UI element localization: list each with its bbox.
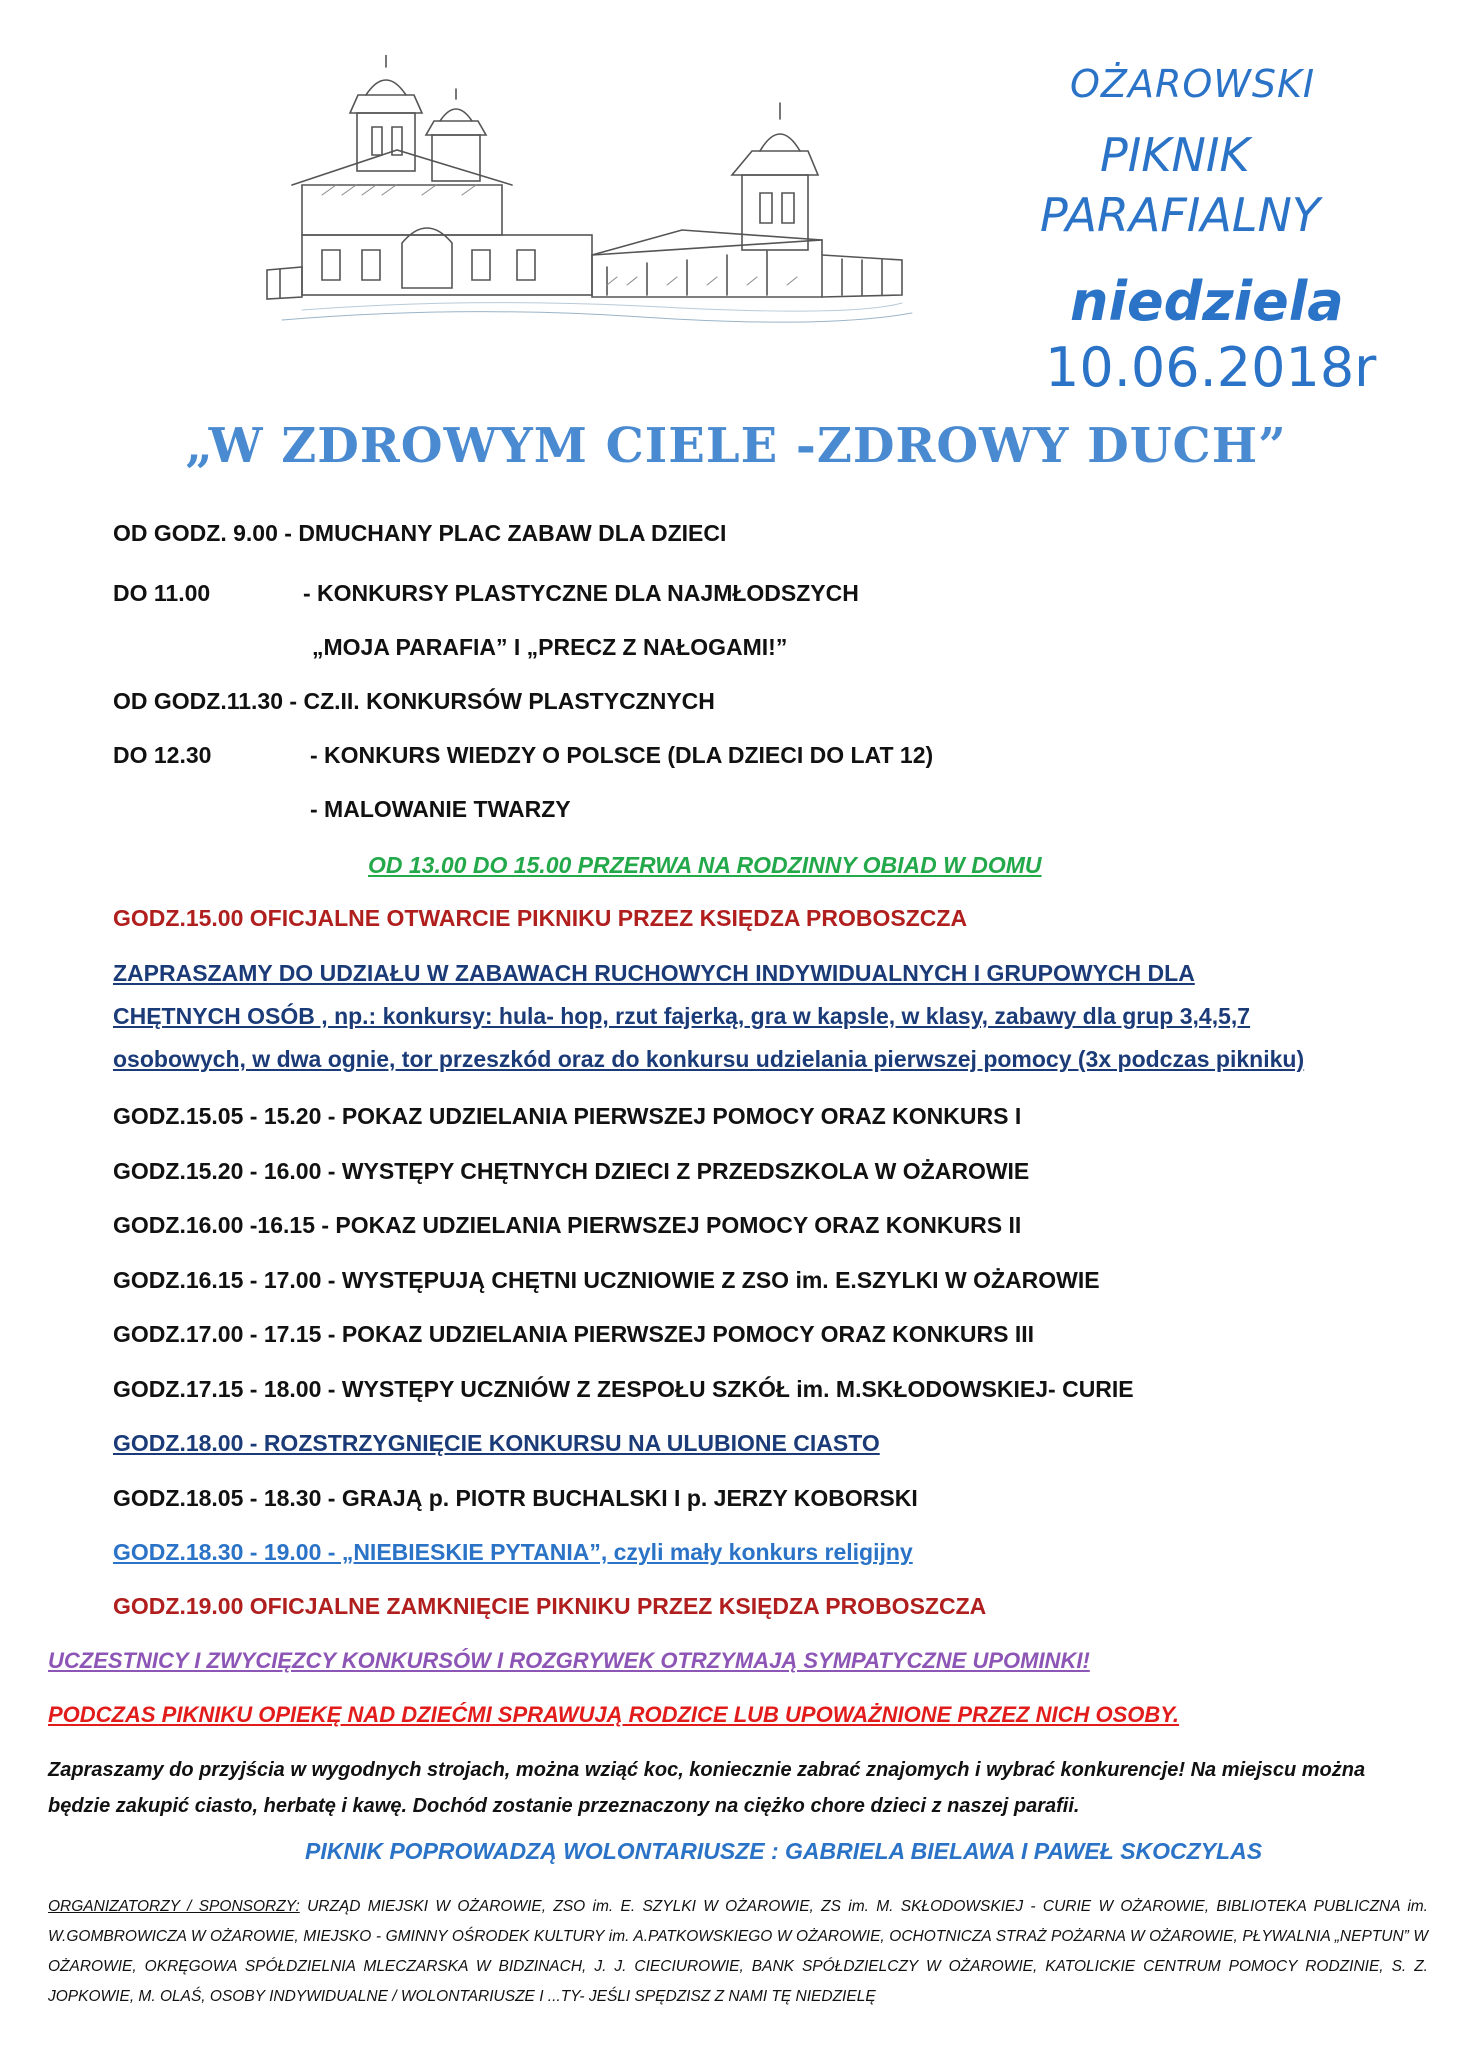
schedule-time: OD GODZ. 9.00 bbox=[113, 520, 278, 546]
invite-line-2: CHĘTNYCH OSÓB , np.: konkursy: hula- hop, rzut fajerką, gra w kapsle, w klasy, zabawy dla grup 3,4,5,7 bbox=[113, 1003, 1251, 1029]
header-town: OŻAROWSKI bbox=[1070, 62, 1316, 106]
header-parafialny: PARAFIALNY bbox=[1040, 188, 1320, 242]
afternoon-row-2: GODZ.15.20 - 16.00 - WYSTĘPY CHĘTNYCH DZIECI Z PRZEDSZKOLA W OŻAROWIE bbox=[113, 1158, 1030, 1184]
closing-ceremony: GODZ.19.00 OFICJALNE ZAMKNIĘCIE PIKNIKU PRZEZ KSIĘDZA PROBOSZCZA bbox=[113, 1593, 987, 1619]
header-day: niedziela bbox=[1070, 270, 1344, 333]
schedule-row-1 bbox=[113, 520, 726, 547]
schedule-desc: - DMUCHANY PLAC ZABAW DLA DZIECI bbox=[284, 520, 727, 546]
prizes-note: UCZESTNICY I ZWYCIĘZCY KONKURSÓW I ROZGRYWEK OTRZYMAJĄ SYMPATYCZNE UPOMINKI! bbox=[48, 1648, 1090, 1673]
afternoon-row-5: GODZ.17.00 - 17.15 - POKAZ UDZIELANIA PIERWSZEJ POMOCY ORAZ KONKURS III bbox=[113, 1321, 1034, 1347]
supervision-note: PODCZAS PIKNIKU OPIEKĘ NAD DZIEĆMI SPRAWUJĄ RODZICE LUB UPOWAŻNIONE PRZEZ NICH OSOBY. bbox=[48, 1702, 1180, 1727]
religious-quiz: GODZ.18.30 - 19.00 - „NIEBIESKIE PYTANIA”, czyli mały konkurs religijny bbox=[113, 1539, 913, 1565]
schedule-time: OD GODZ.11.30 bbox=[113, 688, 284, 714]
schedule-desc-2: - KONKURSY PLASTYCZNE DLA NAJMŁODSZYCH bbox=[303, 580, 859, 606]
organizers-text: URZĄD MIEJSKI W OŻAROWIE, ZSO im. E. SZYLKI W OŻAROWIE, ZS im. M. SKŁODOWSKIEJ - CURIE W OŻAROWIE, BIBLIOTEKA PUBLICZNA im. W.GOMBROWICZA W OŻAROWIE, MIEJSKO - GMINNY OŚRODEK KULTURY im. A.PATKOWSKIEGO W OŻAROWIE, OCHOTNICZA STRAŻ POŻARNA W OŻAROWIE, PŁYWALNIA „NEPTUN” W OŻAROWIE, OKRĘGOWA SPÓŁDZIELNIA MLECZARSKA W BIDZINACH, J. J. CIECIUROWIE, BANK SPÓŁDZIELCZY W OŻAROWIE, KATOLICKIE CENTRUM POMOCY RODZINIE, S. Z. JOPKOWIE, M. OLAŚ, OSOBY INDYWIDUALNE / WOLONTARIUSZE I ...TY- JEŚLI SPĘDZISZ Z NAMI TĘ NIEDZIELĘ bbox=[48, 1898, 1428, 2005]
afternoon-row-4: GODZ.16.15 - 17.00 - WYSTĘPUJĄ CHĘTNI UCZNIOWIE Z ZSO im. E.SZYLKI W OŻAROWIE bbox=[113, 1267, 1100, 1293]
cake-contest: GODZ.18.00 - ROZSTRZYGNIĘCIE KONKURSU NA ULUBIONE CIASTO bbox=[113, 1430, 880, 1456]
music-performance: GODZ.18.05 - 18.30 - GRAJĄ p. PIOTR BUCHALSKI I p. JERZY KOBORSKI bbox=[113, 1485, 918, 1511]
church-sketch-illustration bbox=[262, 55, 922, 325]
volunteers-note: PIKNIK POPROWADZĄ WOLONTARIUSZE : GABRIELA BIELAWA I PAWEŁ SKOCZYLAS bbox=[305, 1838, 1263, 1864]
afternoon-row-3: GODZ.16.00 -16.15 - POKAZ UDZIELANIA PIERWSZEJ POMOCY ORAZ KONKURS II bbox=[113, 1212, 1022, 1238]
organizers-label: ORGANIZATORZY / SPONSORZY: bbox=[48, 1898, 300, 1915]
invitation-paragraph: Zapraszamy do przyjścia w wygodnych strojach, można wziąć koc, koniecznie zabrać znajomych i wybrać konkurencje! Na miejscu można będzie zakupić ciasto, herbatę i kawę. Dochód zostanie przeznaczony na ciężko chore dzieci z naszej parafii. bbox=[48, 1759, 1366, 1817]
schedule-desc: - CZ.II. KONKURSÓW PLASTYCZNYCH bbox=[289, 688, 715, 714]
opening-ceremony: GODZ.15.00 OFICJALNE OTWARCIE PIKNIKU PRZEZ KSIĘDZA PROBOSZCZA bbox=[113, 905, 968, 931]
event-motto: „W ZDROWYM CIELE -ZDROWY DUCH” bbox=[185, 418, 1287, 474]
invite-line-1: ZAPRASZAMY DO UDZIAŁU W ZABAWACH RUCHOWYCH INDYWIDUALNYCH I GRUPOWYCH DLA bbox=[113, 960, 1195, 986]
lunch-break: OD 13.00 DO 15.00 PRZERWA NA RODZINNY OBIAD W DOMU bbox=[368, 852, 1042, 878]
organizers-list bbox=[48, 1892, 1428, 2012]
afternoon-row-1: GODZ.15.05 - 15.20 - POKAZ UDZIELANIA PIERWSZEJ POMOCY ORAZ KONKURS I bbox=[113, 1103, 1022, 1129]
header-date: 10.06.2018r bbox=[1045, 336, 1377, 399]
schedule-desc-3: „MOJA PARAFIA” I „PRECZ Z NAŁOGAMI!” bbox=[312, 634, 788, 660]
invite-line-3: osobowych, w dwa ognie, tor przeszkód oraz do konkursu udzielania pierwszej pomocy (3x podczas pikniku) bbox=[113, 1046, 1305, 1072]
header-piknik: PIKNIK bbox=[1100, 128, 1250, 182]
schedule-desc-5: - KONKURS WIEDZY O POLSCE (DLA DZIECI DO LAT 12) bbox=[310, 742, 934, 768]
schedule-time-5: DO 12.30 bbox=[113, 742, 212, 768]
afternoon-row-6: GODZ.17.15 - 18.00 - WYSTĘPY UCZNIÓW Z ZESPOŁU SZKÓŁ im. M.SKŁODOWSKIEJ- CURIE bbox=[113, 1376, 1134, 1402]
schedule-desc-6: - MALOWANIE TWARZY bbox=[310, 796, 571, 822]
schedule-row-4 bbox=[113, 688, 715, 715]
schedule-time-2: DO 11.00 bbox=[113, 580, 211, 606]
